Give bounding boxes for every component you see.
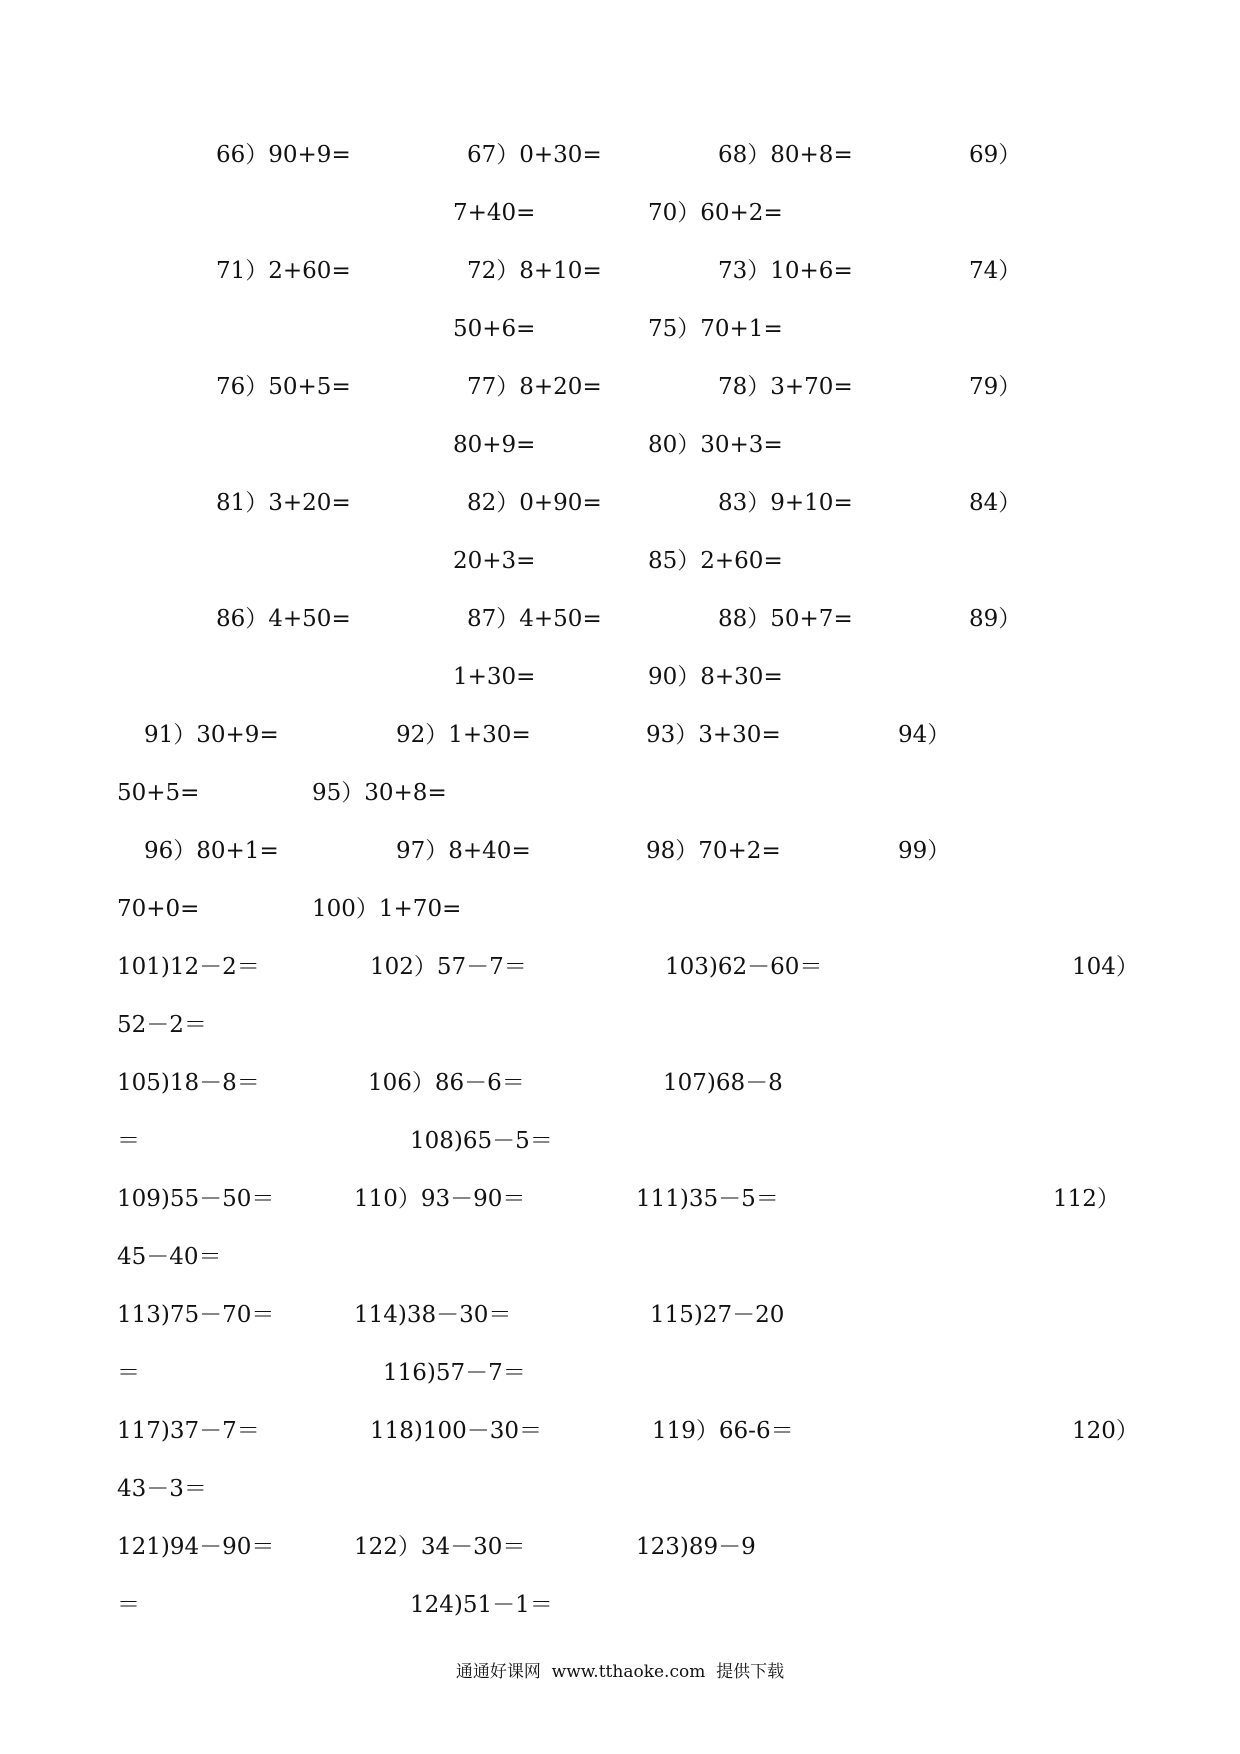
problem-text: 79） — [969, 374, 1022, 400]
problem-text: 74） — [969, 258, 1022, 284]
problem-text: 50+6= — [453, 316, 536, 342]
problem-text: 94） — [898, 722, 951, 748]
problem-text: 71）2+60= — [216, 258, 351, 284]
problem-text: 88）50+7= — [718, 606, 853, 632]
problem-text: 110）93－90＝ — [354, 1186, 526, 1212]
problem-text: 115)27－20 — [650, 1302, 785, 1328]
problem-text: 76）50+5= — [216, 374, 351, 400]
problem-text: 99） — [898, 838, 951, 864]
problem-text: 68）80+8= — [718, 142, 853, 168]
problem-text: 81）3+20= — [216, 490, 351, 516]
problem-text: 1+30= — [453, 664, 536, 690]
problem-text: 96）80+1= — [144, 838, 279, 864]
problem-text: 93）3+30= — [646, 722, 781, 748]
problem-text: 109)55－50＝ — [117, 1186, 275, 1212]
problem-text: 102）57－7＝ — [370, 954, 527, 980]
page-footer: 通通好课网 www.tthaoke.com 提供下载 — [455, 1662, 785, 1682]
problem-text: 103)62－60＝ — [665, 954, 823, 980]
problem-text: 117)37－7＝ — [117, 1418, 260, 1444]
problem-text: 105)18－8＝ — [117, 1070, 260, 1096]
problem-text: 70+0= — [117, 896, 200, 922]
problem-text: 122）34－30＝ — [354, 1534, 526, 1560]
problem-text: 84） — [969, 490, 1022, 516]
problem-text: 91）30+9= — [144, 722, 279, 748]
problem-text: 114)38－30＝ — [354, 1302, 512, 1328]
problem-text: 123)89－9 — [636, 1534, 756, 1560]
problem-text: 67）0+30= — [467, 142, 602, 168]
problem-text: 120） — [1072, 1418, 1139, 1444]
problem-text: 69） — [969, 142, 1022, 168]
problem-text: 87）4+50= — [467, 606, 602, 632]
problem-text: 116)57－7＝ — [383, 1360, 526, 1386]
problem-text: 108)65－5＝ — [410, 1128, 553, 1154]
problem-text: 95）30+8= — [312, 780, 447, 806]
problem-text: 82）0+90= — [467, 490, 602, 516]
problem-text: 66）90+9= — [216, 142, 351, 168]
problem-text: ＝ — [117, 1128, 140, 1154]
problem-text: 100）1+70= — [312, 896, 462, 922]
problem-text: 101)12－2＝ — [117, 954, 260, 980]
problem-text: 85）2+60= — [648, 548, 783, 574]
problem-text: 111)35－5＝ — [636, 1186, 779, 1212]
problem-text: 77）8+20= — [467, 374, 602, 400]
problem-text: 89） — [969, 606, 1022, 632]
problem-text: 78）3+70= — [718, 374, 853, 400]
problem-text: 43－3＝ — [117, 1476, 207, 1502]
problem-text: 104） — [1072, 954, 1139, 980]
problem-text: 97）8+40= — [396, 838, 531, 864]
problem-text: 113)75－70＝ — [117, 1302, 275, 1328]
problem-text: 106）86－6＝ — [368, 1070, 525, 1096]
problem-text: 75）70+1= — [648, 316, 783, 342]
problem-text: 73）10+6= — [718, 258, 853, 284]
problem-text: 50+5= — [117, 780, 200, 806]
problem-text: 80）30+3= — [648, 432, 783, 458]
problem-text: 107)68－8 — [663, 1070, 783, 1096]
problem-text: 124)51－1＝ — [410, 1592, 553, 1618]
problem-text: ＝ — [117, 1360, 140, 1386]
problem-text: 80+9= — [453, 432, 536, 458]
problem-text: 52－2＝ — [117, 1012, 207, 1038]
problem-text: 98）70+2= — [646, 838, 781, 864]
problem-text: 83）9+10= — [718, 490, 853, 516]
problem-text: ＝ — [117, 1592, 140, 1618]
problem-text: 20+3= — [453, 548, 536, 574]
problem-text: 92）1+30= — [396, 722, 531, 748]
problem-text: 7+40= — [453, 200, 536, 226]
problem-text: 121)94－90＝ — [117, 1534, 275, 1560]
problem-text: 118)100－30＝ — [370, 1418, 543, 1444]
problem-text: 119）66-6＝ — [652, 1418, 794, 1444]
problem-text: 112） — [1053, 1186, 1120, 1212]
problem-text: 90）8+30= — [648, 664, 783, 690]
problem-text: 45－40＝ — [117, 1244, 222, 1270]
problem-text: 86）4+50= — [216, 606, 351, 632]
problem-text: 72）8+10= — [467, 258, 602, 284]
problem-text: 70）60+2= — [648, 200, 783, 226]
